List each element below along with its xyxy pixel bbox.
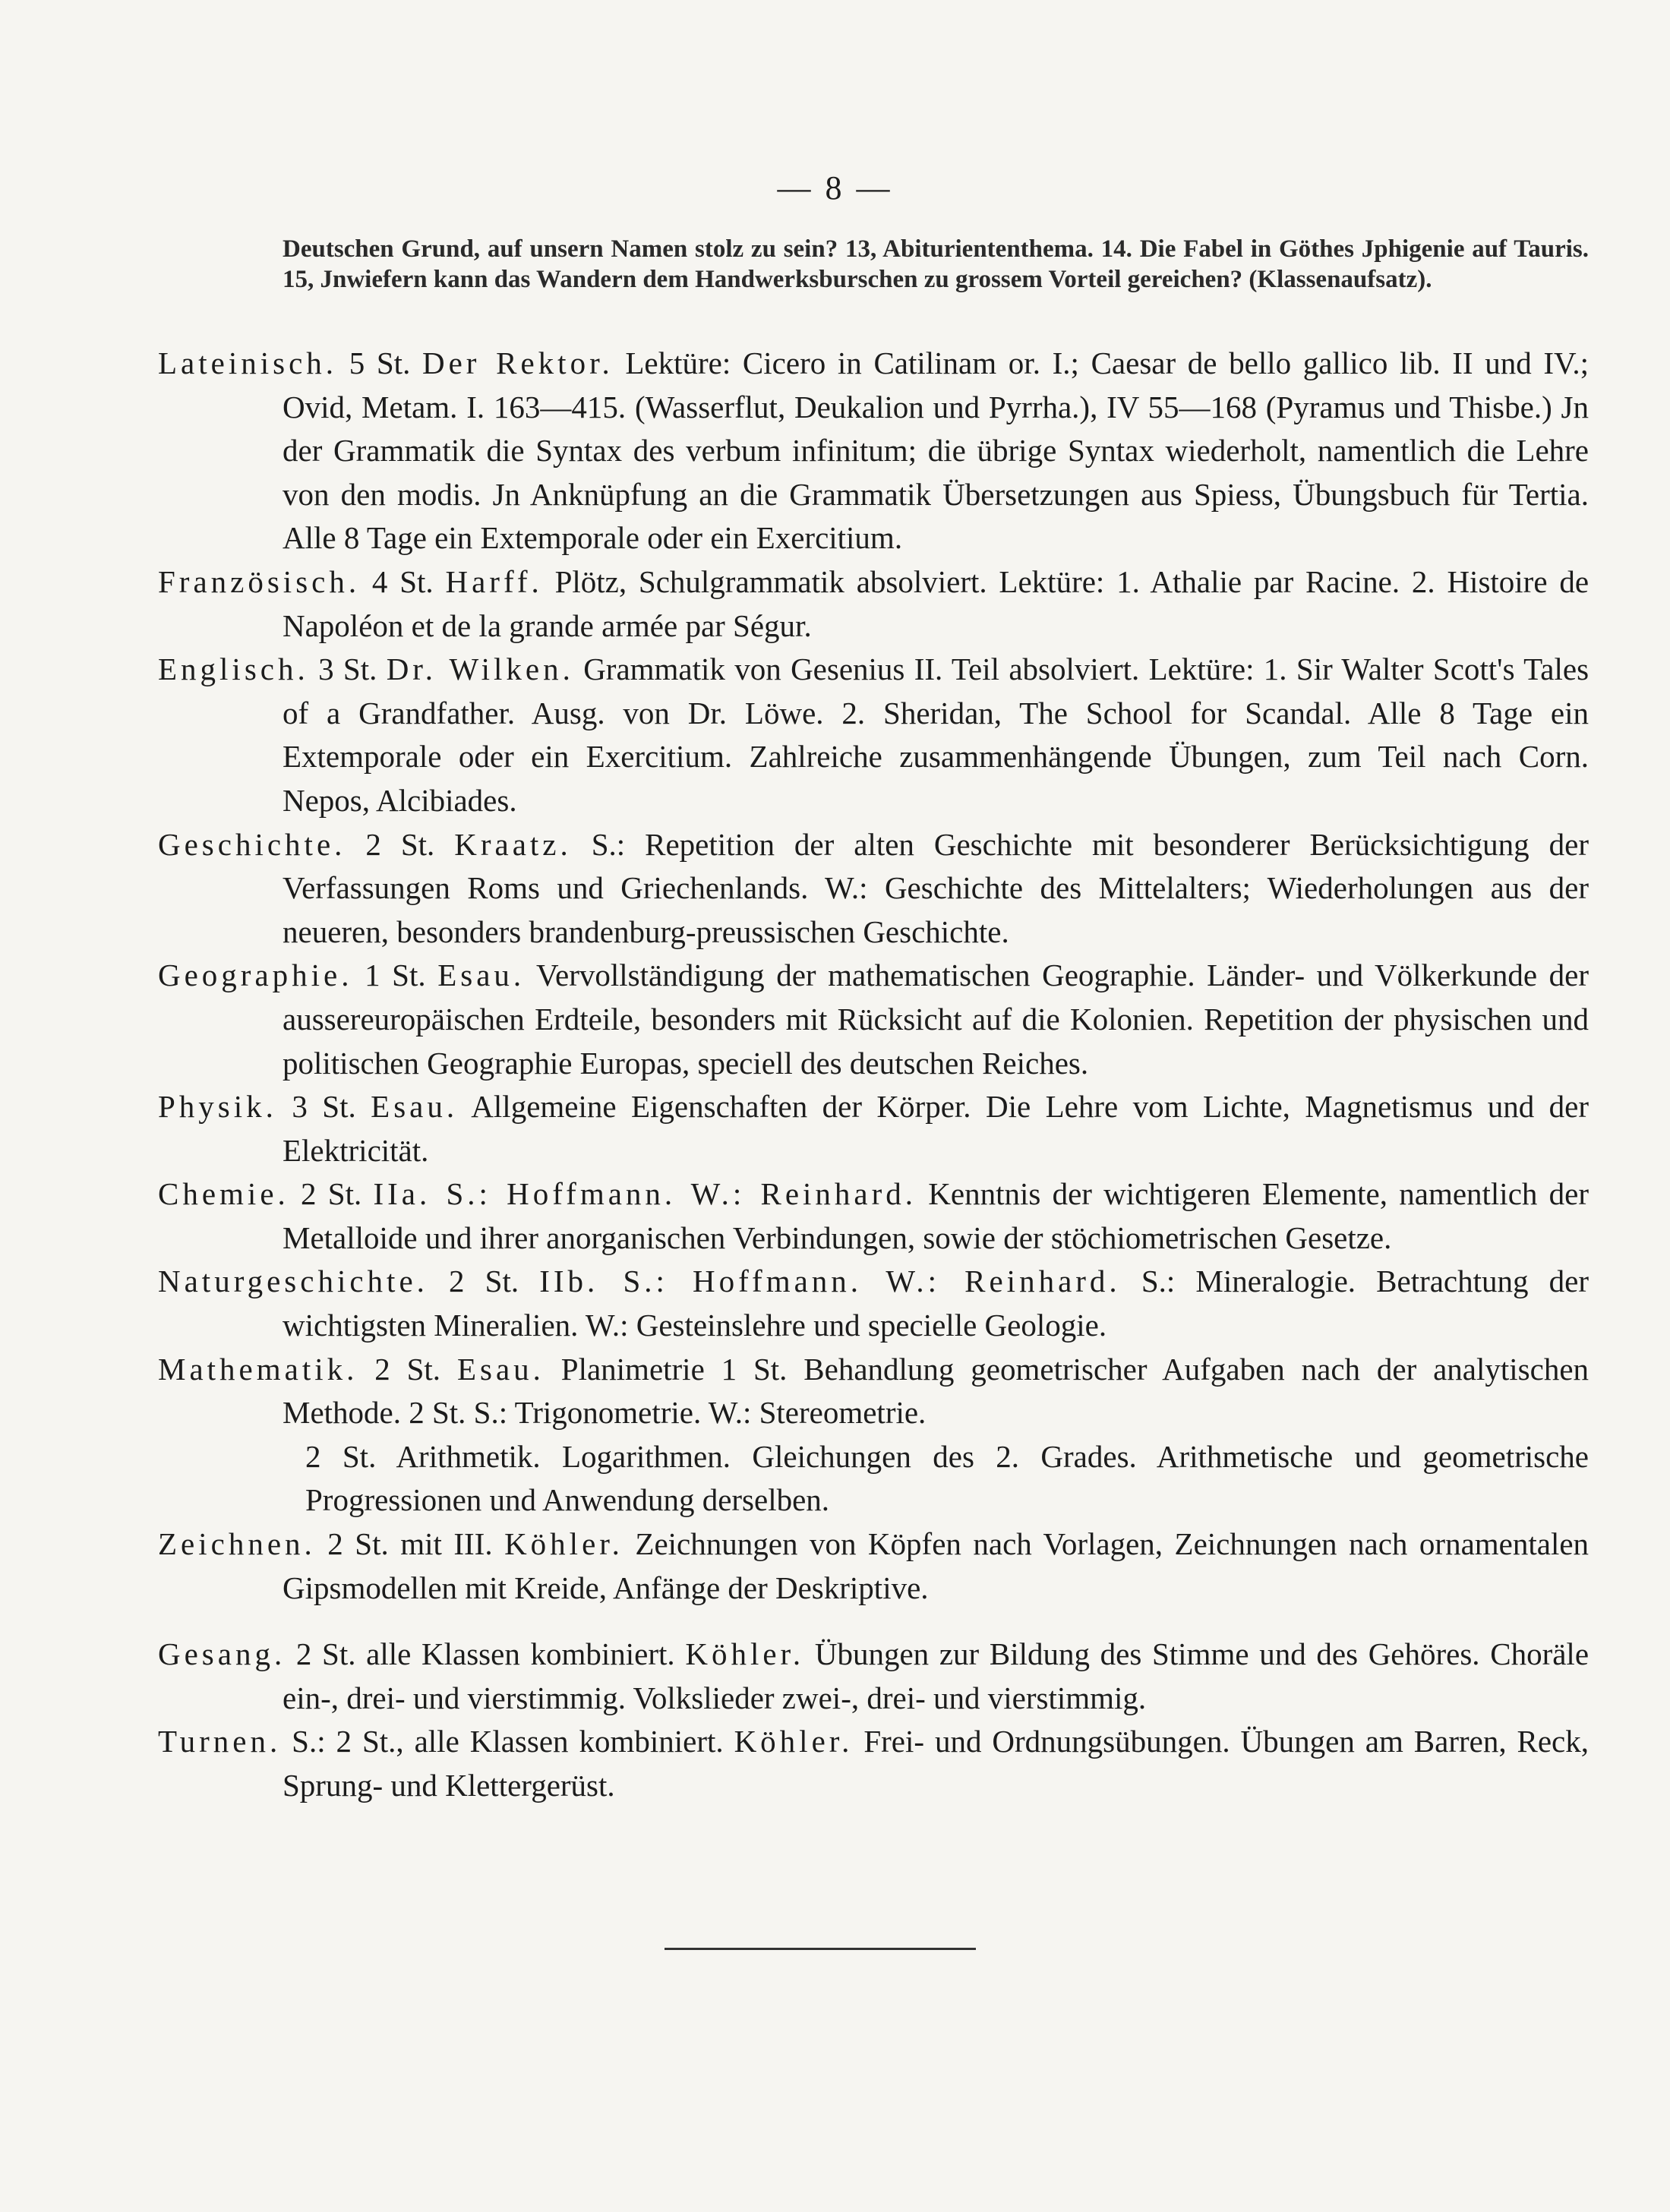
subject-teacher: Köhler. — [685, 1636, 805, 1672]
subject-english — [158, 648, 1589, 822]
subject-text: Allgemeine Eigenschaften der Körper. Die Lehre vom Lichte, Magnetismus und der Elektricität. — [283, 1089, 1589, 1168]
subject-french — [158, 560, 1589, 648]
subject-text: Zeichnungen von Köpfen nach Vorlagen, Zeichnungen nach ornamentalen Gipsmodellen mit Kreide, Anfänge der Deskriptive. — [283, 1526, 1589, 1605]
subject-mathematics — [158, 1348, 1589, 1523]
subject-teacher: Köhler. — [734, 1724, 854, 1759]
subject-chemistry — [158, 1172, 1589, 1260]
subject-text: Vervollständigung der mathematischen Geographie. Länder- und Völkerkunde der aussereuropäischen Erdteile, besonders mit Rücksicht auf die Kolonien. Repetition der physischen und politischen Geographie Europas, speciell des deutschen Reiches. — [283, 958, 1589, 1081]
subject-name: Geographie. — [158, 958, 353, 993]
subject-text: Übungen zur Bildung des Stimme und des Gehöres. Choräle ein-, drei- und vierstimmig. Volkslieder zwei-, drei- und vierstimmig. — [283, 1636, 1589, 1715]
subject-teacher: Esau. — [456, 1351, 545, 1387]
subject-hours: 3 St. — [318, 652, 377, 687]
subject-name: Mathematik. — [158, 1351, 358, 1387]
subject-hours: 4 St. — [371, 563, 434, 599]
subject-hours: 2 St. — [301, 1176, 362, 1212]
subject-name: Englisch. — [158, 652, 309, 687]
subject-teacher: Harff. — [445, 563, 543, 599]
subject-name: Physik. — [158, 1089, 277, 1125]
subject-text: S.: Repetition der alten Geschichte mit besonderer Berücksichtigung der Verfassungen Roms und Griechenlands. W.: Geschichte des Mittelalters; Wiederholungen aus der neueren, besonders brandenburg-preussischen Geschichte. — [283, 826, 1589, 949]
subject-teacher: IIa. S.: Hoffmann. W.: Reinhard. — [373, 1176, 917, 1212]
subject-teacher: IIb. S.: Hoffmann. W.: Reinhard. — [539, 1264, 1121, 1299]
subject-latin — [158, 342, 1589, 560]
subject-hours: 1 St. — [365, 958, 426, 993]
subject-hours: 5 St. — [349, 346, 411, 380]
subject-teacher: Köhler. — [504, 1526, 623, 1562]
subject-name: Zeichnen. — [158, 1526, 316, 1562]
subject-text: Plötz, Schulgrammatik absolviert. Lektüre: 1. Athalie par Racine. 2. Histoire de Napoléon et de la grande armée par Ségur. — [283, 563, 1589, 643]
subject-physics — [158, 1085, 1589, 1172]
subject-history — [158, 823, 1589, 955]
subject-hours: S.: 2 St., alle Klassen kombiniert. — [292, 1724, 724, 1759]
subject-name: Turnen. — [158, 1724, 282, 1759]
subject-teacher: Esau. — [437, 958, 526, 993]
subject-name: Geschichte. — [158, 826, 346, 862]
subject-extra-text: 2 St. Arithmetik. Logarithmen. Gleichungen des 2. Grades. Arithmetische und geometrische Progressionen und Anwendung derselben. — [305, 1438, 1589, 1518]
intro-paragraph: Deutschen Grund, auf unsern Namen stolz zu sein? 13, Abituriententhema. 14. Die Fabel in Göthes Jphigenie auf Tauris. 15, Jnwiefern kann das Wandern dem Handwerksburschen zu grossem Vorteil gereichen? (Klassenaufsatz). — [283, 235, 1589, 293]
subject-hours: 2 St. — [449, 1264, 519, 1299]
page-number: — 8 — — [777, 169, 893, 207]
subject-gymnastics — [158, 1720, 1589, 1807]
subject-drawing — [158, 1523, 1589, 1610]
subject-hours: 2 St. — [374, 1351, 441, 1387]
subject-text: Grammatik von Gesenius II. Teil absolviert. Lektüre: 1. Sir Walter Scott's Tales of a Grandfather. Ausg. von Dr. Löwe. 2. Sheridan, The School for Scandal. Alle 8 Tage ein Extemporale oder ein Exercitium. Zahlreiche zusammenhängende Übungen, zum Teil nach Corn. Nepos, Alcibiades. — [283, 652, 1589, 818]
subject-geography — [158, 954, 1589, 1085]
subject-singing — [158, 1633, 1589, 1720]
subject-text: Kenntnis der wichtigeren Elemente, namentlich der Metalloide und ihrer anorganischen Verbindungen, sowie der stöchiometrischen Gesetze. — [283, 1176, 1589, 1255]
subject-name: Lateinisch. — [158, 346, 338, 380]
subject-teacher: Dr. Wilken. — [386, 652, 574, 687]
subject-name: Gesang. — [158, 1636, 286, 1672]
subject-hours: 2 St. — [365, 826, 435, 862]
subject-teacher: Der Rektor. — [422, 346, 614, 380]
subject-name: Französisch. — [158, 563, 361, 599]
subject-name: Chemie. — [158, 1176, 289, 1212]
subject-hours: 2 St. mit III. — [327, 1526, 493, 1562]
subject-natural-history — [158, 1260, 1589, 1347]
subject-text: Lektüre: Cicero in Catilinam or. I.; Caesar de bello gallico lib. II und IV.; Ovid, Metam. I. 163—415. (Wasserflut, Deukalion und Pyrrha.), IV 55—168 (Pyramus und Thisbe.) Jn der Grammatik die Syntax des verbum infinitum; die übrige Syntax wiederholt, namentlich die Lehre von den modis. Jn Anknüpfung an die Grammatik Übersetzungen aus Spiess, Übungsbuch für Tertia. Alle 8 Tage ein Extemporale oder ein Exercitium. — [283, 346, 1589, 556]
subject-text: Frei- und Ordnungsübungen. Übungen am Barren, Reck, Sprung- und Klettergerüst. — [283, 1724, 1589, 1803]
subject-list — [158, 342, 1589, 1808]
subject-teacher: Kraatz. — [454, 826, 572, 862]
subject-hours: 3 St. — [292, 1089, 356, 1125]
subject-teacher: Esau. — [371, 1089, 459, 1125]
closing-rule — [665, 1948, 976, 1950]
subject-name: Naturgeschichte. — [158, 1264, 428, 1299]
subject-text: Planimetrie 1 St. Behandlung geometrischer Aufgaben nach der analytischen Methode. 2 St. S.: Trigonometrie. W.: Stereometrie. — [283, 1351, 1589, 1431]
subject-text: S.: Mineralogie. Betrachtung der wichtigsten Mineralien. W.: Gesteinslehre und specielle Geologie. — [283, 1264, 1589, 1343]
subject-hours: 2 St. alle Klassen kombiniert. — [295, 1636, 675, 1672]
